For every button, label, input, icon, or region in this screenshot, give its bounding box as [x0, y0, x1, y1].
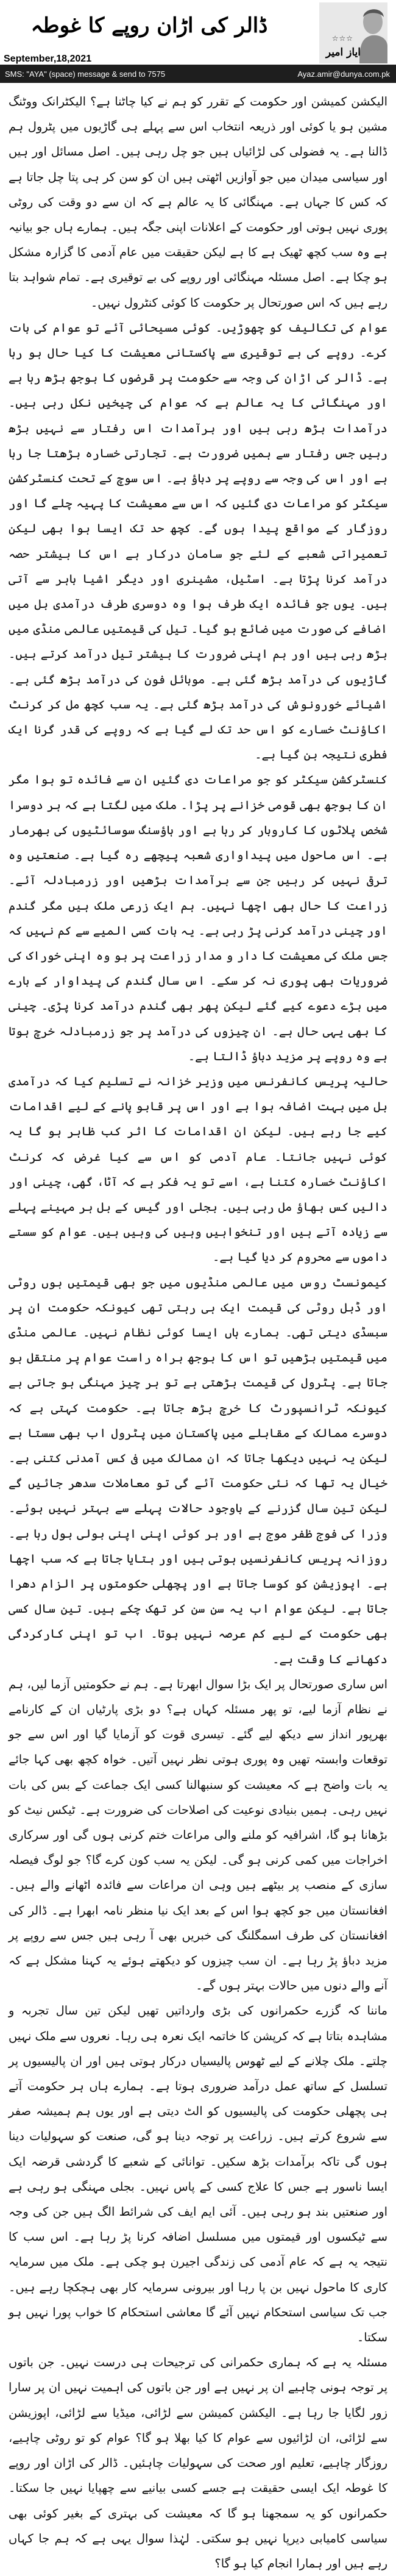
paragraph-7: ماننا کہ گزرے حکمرانوں کی بڑی وارداتیں تھیں لیکن تین سال تجربہ و مشاہدہ بتاتا ہے کہ کرپشن کا خاتمہ ایک نعرہ ہی رہا۔ نعروں سے ملک نہیں چلتے۔ ملک چلانے کے لیے ٹھوس پالیسیاں درکار ہوتی ہیں اور ان پالیسیوں پر تسلسل کے ساتھ عمل درآمد ضروری ہوتا ہے۔ ہمارے ہاں ہر حکومت آتے ہی پچھلی حکومت کی پالیسیوں کو الٹ دیتی ہے اور یوں ہم ہمیشہ صفر سے شروع کرتے ہیں۔ زراعت پر توجہ دینا ہو گی، صنعت کو سہولیات دینا ہوں گی تاکہ برآمدات بڑھ سکیں۔ توانائی کے شعبے کا گردشی قرضہ ایک ایسا ناسور ہے جس کا علاج کسی کے پاس نہیں۔ بجلی مہنگی ہو رہی ہے اور صنعتیں بند ہو رہی ہیں۔ آئی ایم ایف کی شرائط الگ ہیں جن کی وجہ سے ٹیکسوں اور قیمتوں میں مسلسل اضافہ کرنا پڑ رہا ہے۔ اس سب کا نتیجہ یہ ہے کہ عام آدمی کی زندگی اجیرن ہو چکی ہے۔ ملک میں سرمایہ کاری کا ماحول نہیں بن پا رہا اور بیرونی سرمایہ کار بھی ہچکچا رہے ہیں۔ جب تک سیاسی استحکام نہیں آئے گا معاشی استحکام کا خواب پورا نہیں ہو سکتا۔ — [9, 2003, 387, 2345]
paragraph-5: کیمونسٹ روس میں عالمی منڈیوں میں جو بھی قیمتیں ہوں روٹی اور ڈبل روٹی کی قیمت ایک ہی رہتی تھی کیونکہ حکومت ان پر سبسڈی دیتی تھی۔ ہمارے ہاں ایسا کوئی نظام نہیں۔ عالمی منڈی میں قیمتیں بڑھیں تو اس کا بوجھ براہ راست عوام پر منتقل ہو جاتا ہے۔ پٹرول کی قیمت بڑھتی ہے تو ہر چیز مہنگی ہو جاتی ہے کیونکہ ٹرانسپورٹ کا خرچ بڑھ جاتا ہے۔ حکومت کہتی ہے کہ دوسرے ممالک کے مقابلے میں پاکستان میں پٹرول اب بھی سستا ہے لیکن یہ نہیں دیکھا جاتا کہ ان ممالک میں فی کس آمدنی کتنی ہے۔ خیال یہ تھا کہ نئی حکومت آئے گی تو معاملات سدھر جائیں گے لیکن تین سال گزرنے کے باوجود حالات پہلے سے بہتر نہیں ہوئے۔ وزرا کی فوج ظفر موج ہے اور ہر کوئی اپنی اپنی بولی بول رہا ہے۔ روزانہ پریس کانفرنسیں ہوتی ہیں اور بتایا جاتا ہے کہ سب اچھا ہے۔ اپوزیشن کو کوسا جاتا ہے اور پچھلی حکومتوں پر الزام دھرا جاتا ہے۔ لیکن عوام اب یہ سن سن کر تھک چکے ہیں۔ تین سال کسی بھی حکومت کے لیے کم عرصہ نہیں ہوتا۔ اب تو اپنی کارکردگی دکھانے کا وقت ہے۔ — [9, 1275, 387, 1666]
rating-stars: ☆☆☆ — [331, 34, 353, 43]
sms-instruction: SMS: "AYA" (space) message & send to 7575 — [5, 70, 166, 79]
paragraph-2: عوام کی تکالیف کو چھوڑیں۔ کوئی مسیحائی آئے تو عوام کی بات کرے۔ روپے کی بے توقیری سے پاکستانی معیشت کا کیا حال ہو رہا ہے۔ ڈالر کی اڑان کی وجہ سے حکومت پر قرضوں کا بوجھ بڑھ رہا ہے اور مہنگائی کا یہ عالم ہے کہ عوام کی چیخیں نکل رہی ہیں۔ درآمدات بڑھ رہی ہیں اور برآمدات اس رفتار سے نہیں بڑھ رہیں جس رفتار سے ہمیں ضرورت ہے۔ تجارتی خسارہ بڑھتا جا رہا ہے اور اس کی وجہ سے روپے پر دباؤ ہے۔ اس سوچ کے تحت کنسٹرکشن سیکٹر کو مراعات دی گئیں کہ اس سے معیشت کا پہیہ چلے گا اور روزگار کے مواقع پیدا ہوں گے۔ کچھ حد تک ایسا ہوا بھی لیکن تعمیراتی شعبے کے لئے جو سامان درکار ہے اس کا بیشتر حصہ درآمد کرنا پڑتا ہے۔ اسٹیل، مشینری اور دیگر اشیا باہر سے آتی ہیں۔ یوں جو فائدہ ایک طرف ہوا وہ دوسری طرف درآمدی بل میں اضافے کی صورت میں ضائع ہو گیا۔ تیل کی قیمتیں عالمی منڈی میں بڑھ رہی ہیں اور ہم اپنی ضرورت کا بیشتر تیل درآمد کرتے ہیں۔ گاڑیوں کی درآمد بڑھ گئی ہے۔ موبائل فون کی درآمد بڑھ گئی ہے۔ اشیائے خورونوش کی درآمد بڑھ گئی ہے۔ یہ سب کچھ مل کر کرنٹ اکاؤنٹ خسارے کو اس حد تک لے گیا ہے کہ روپے کی قدر گرنا ایک فطری نتیجہ بن گیا ہے۔ — [9, 320, 387, 762]
headline: ڈالر کی اڑان روپے کا غوطہ — [30, 13, 268, 38]
column-header — [0, 0, 396, 85]
publish-date: September,18,2021 — [4, 54, 92, 64]
author-name: ایاز امیر — [325, 46, 361, 59]
paragraph-6: اس ساری صورتحال پر ایک بڑا سوال ابھرتا ہے۔ ہم نے حکومتیں آزما لیں، ہم نے نظام آزما لیے، تو پھر مسئلہ کہاں ہے؟ دو بڑی پارٹیاں ان کے کارنامے بھرپور انداز سے دیکھ لیے گئے۔ تیسری قوت کو آزمایا گیا اور اس سے جو توقعات وابستہ تھیں وہ پوری ہوتی نظر نہیں آتیں۔ خواہ کچھ بھی کہا جائے یہ بات واضح ہے کہ معیشت کو سنبھالنا کسی ایک جماعت کے بس کی بات نہیں رہی۔ ہمیں بنیادی نوعیت کی اصلاحات کی ضرورت ہے۔ ٹیکس نیٹ کو بڑھانا ہو گا، اشرافیہ کو ملنے والی مراعات ختم کرنی ہوں گی اور سرکاری اخراجات میں کمی کرنی ہو گی۔ لیکن یہ سب کون کرے گا؟ جو لوگ فیصلہ سازی کے منصب پر بیٹھے ہیں وہی ان مراعات سے فائدہ اٹھانے والے ہیں۔ افغانستان میں جو کچھ ہوا اس کے بعد ایک نیا منظر نامہ ابھرا ہے۔ ڈالر کی افغانستان کی طرف اسمگلنگ کی خبریں بھی آ رہی ہیں جس سے روپے پر مزید دباؤ پڑ رہا ہے۔ ان سب چیزوں کو دیکھتے ہوئے یہ کہنا مشکل ہے کہ آنے والے دنوں میں حالات بہتر ہوں گے۔ — [9, 1677, 387, 1993]
paragraph-4: حالیہ پریس کانفرنس میں وزیر خزانہ نے تسلیم کیا کہ درآمدی بل میں بہت اضافہ ہوا ہے اور اس پر قابو پانے کے لیے اقدامات کیے جا رہے ہیں۔ لیکن ان اقدامات کا اثر کب ظاہر ہو گا یہ کوئی نہیں جانتا۔ عام آدمی کو اس سے کیا غرض کہ کرنٹ اکاؤنٹ خسارہ کتنا ہے، اسے تو یہ فکر ہے کہ آٹا، گھی، چینی اور دالیں کس بھاؤ مل رہی ہیں۔ بجلی اور گیس کے بل ہر مہینے پہلے سے زیادہ آتے ہیں اور تنخواہیں وہیں کی وہیں ہیں۔ عوام کو سستے داموں سے محروم کر دیا گیا ہے۔ — [9, 1074, 387, 1265]
paragraph-8: مسئلہ یہ ہے کہ ہماری حکمرانی کی ترجیحات ہی درست نہیں۔ جن باتوں پر توجہ ہونی چاہیے ان پر نہیں ہے اور جن باتوں کی اہمیت نہیں ان پر سارا زور لگایا جا رہا ہے۔ الیکشن کمیشن سے لڑائی، میڈیا سے لڑائی، اپوزیشن سے لڑائی، ان لڑائیوں سے عوام کا کیا بھلا ہو گا؟ عوام کو تو روٹی چاہیے، روزگار چاہیے، تعلیم اور صحت کی سہولیات چاہئیں۔ ڈالر کی اڑان اور روپے کا غوطہ ایک ایسی حقیقت ہے جسے کسی بیانیے سے چھپایا نہیں جا سکتا۔ حکمرانوں کو یہ سمجھنا ہو گا کہ معیشت کی بہتری کے بغیر کوئی بھی سیاسی کامیابی دیرپا نہیں ہو سکتی۔ لہٰذا سوال یہی ہے کہ ہم جا کہاں رہے ہیں اور ہمارا انجام کیا ہو گا؟ — [9, 2355, 387, 2571]
contact-bar — [0, 65, 396, 83]
paragraph-1: الیکشن کمیشن اور حکومت کے تقرر کو ہم نے کیا چاٹنا ہے؟ الیکٹرانک ووٹنگ مشین ہو یا کوئی اور ذریعہ انتخاب اس سے پہلے ہی گاڑیوں میں پٹرول ہم ڈالنا ہے۔ یہ فضولی کی لڑائیاں ہیں جو چل رہی ہیں۔ اصل مسائل اور ہیں اور سیاسی میدان میں جو آوازیں اٹھتی ہیں ان کو سن کر ہی پتا چل جاتا ہے کہ کس کا جہاں ہے۔ مہنگائی کا یہ عالم ہے کہ ان سے دو وقت کی روٹی پوری نہیں ہوتی اور حکومت کے اعلانات اپنی جگہ ہیں۔ ہمارے ہاں جو بیانیہ ہے وہ سب کچھ ٹھیک ہے کا ہے لیکن حقیقت میں عام آدمی کا گزارہ مشکل ہو چکا ہے۔ اصل مسئلہ مہنگائی اور روپے کی بے توقیری ہے۔ تمام شواہد بتا رہے ہیں کہ اس صورتحال پر حکومت کا کوئی کنٹرول نہیں۔ — [9, 95, 387, 310]
author-email: Ayaz.amir@dunya.com.pk — [297, 70, 390, 79]
article-body — [9, 89, 387, 2571]
paragraph-3: کنسٹرکشن سیکٹر کو جو مراعات دی گئیں ان سے فائدہ تو ہوا مگر ان کا بوجھ بھی قومی خزانے پر پڑا۔ ملک میں لگتا ہے کہ ہر دوسرا شخص پلاٹوں کا کاروبار کر رہا ہے اور ہاؤسنگ سوسائٹیوں کی بھرمار ہے۔ اس ماحول میں پیداواری شعبہ پیچھے رہ گیا ہے۔ صنعتیں وہ ترقی نہیں کر رہیں جن سے برآمدات بڑھیں اور زرمبادلہ آئے۔ زراعت کا حال بھی اچھا نہیں۔ ہم ایک زرعی ملک ہیں مگر گندم اور چینی درآمد کرنی پڑ رہی ہے۔ یہ بات کسی المیے سے کم نہیں کہ جس ملک کی معیشت کا دار و مدار زراعت پر ہو وہ اپنی خوراک کی ضروریات بھی پوری نہ کر سکے۔ اس سال گندم کی پیداوار کے بارے میں بڑے دعوے کیے گئے لیکن پھر بھی گندم درآمد کرنا پڑی۔ چینی کا بھی یہی حال ہے۔ ان چیزوں کی درآمد پر جو زرمبادلہ خرچ ہوتا ہے وہ روپے پر مزید دباؤ ڈالتا ہے۔ — [9, 772, 387, 1063]
